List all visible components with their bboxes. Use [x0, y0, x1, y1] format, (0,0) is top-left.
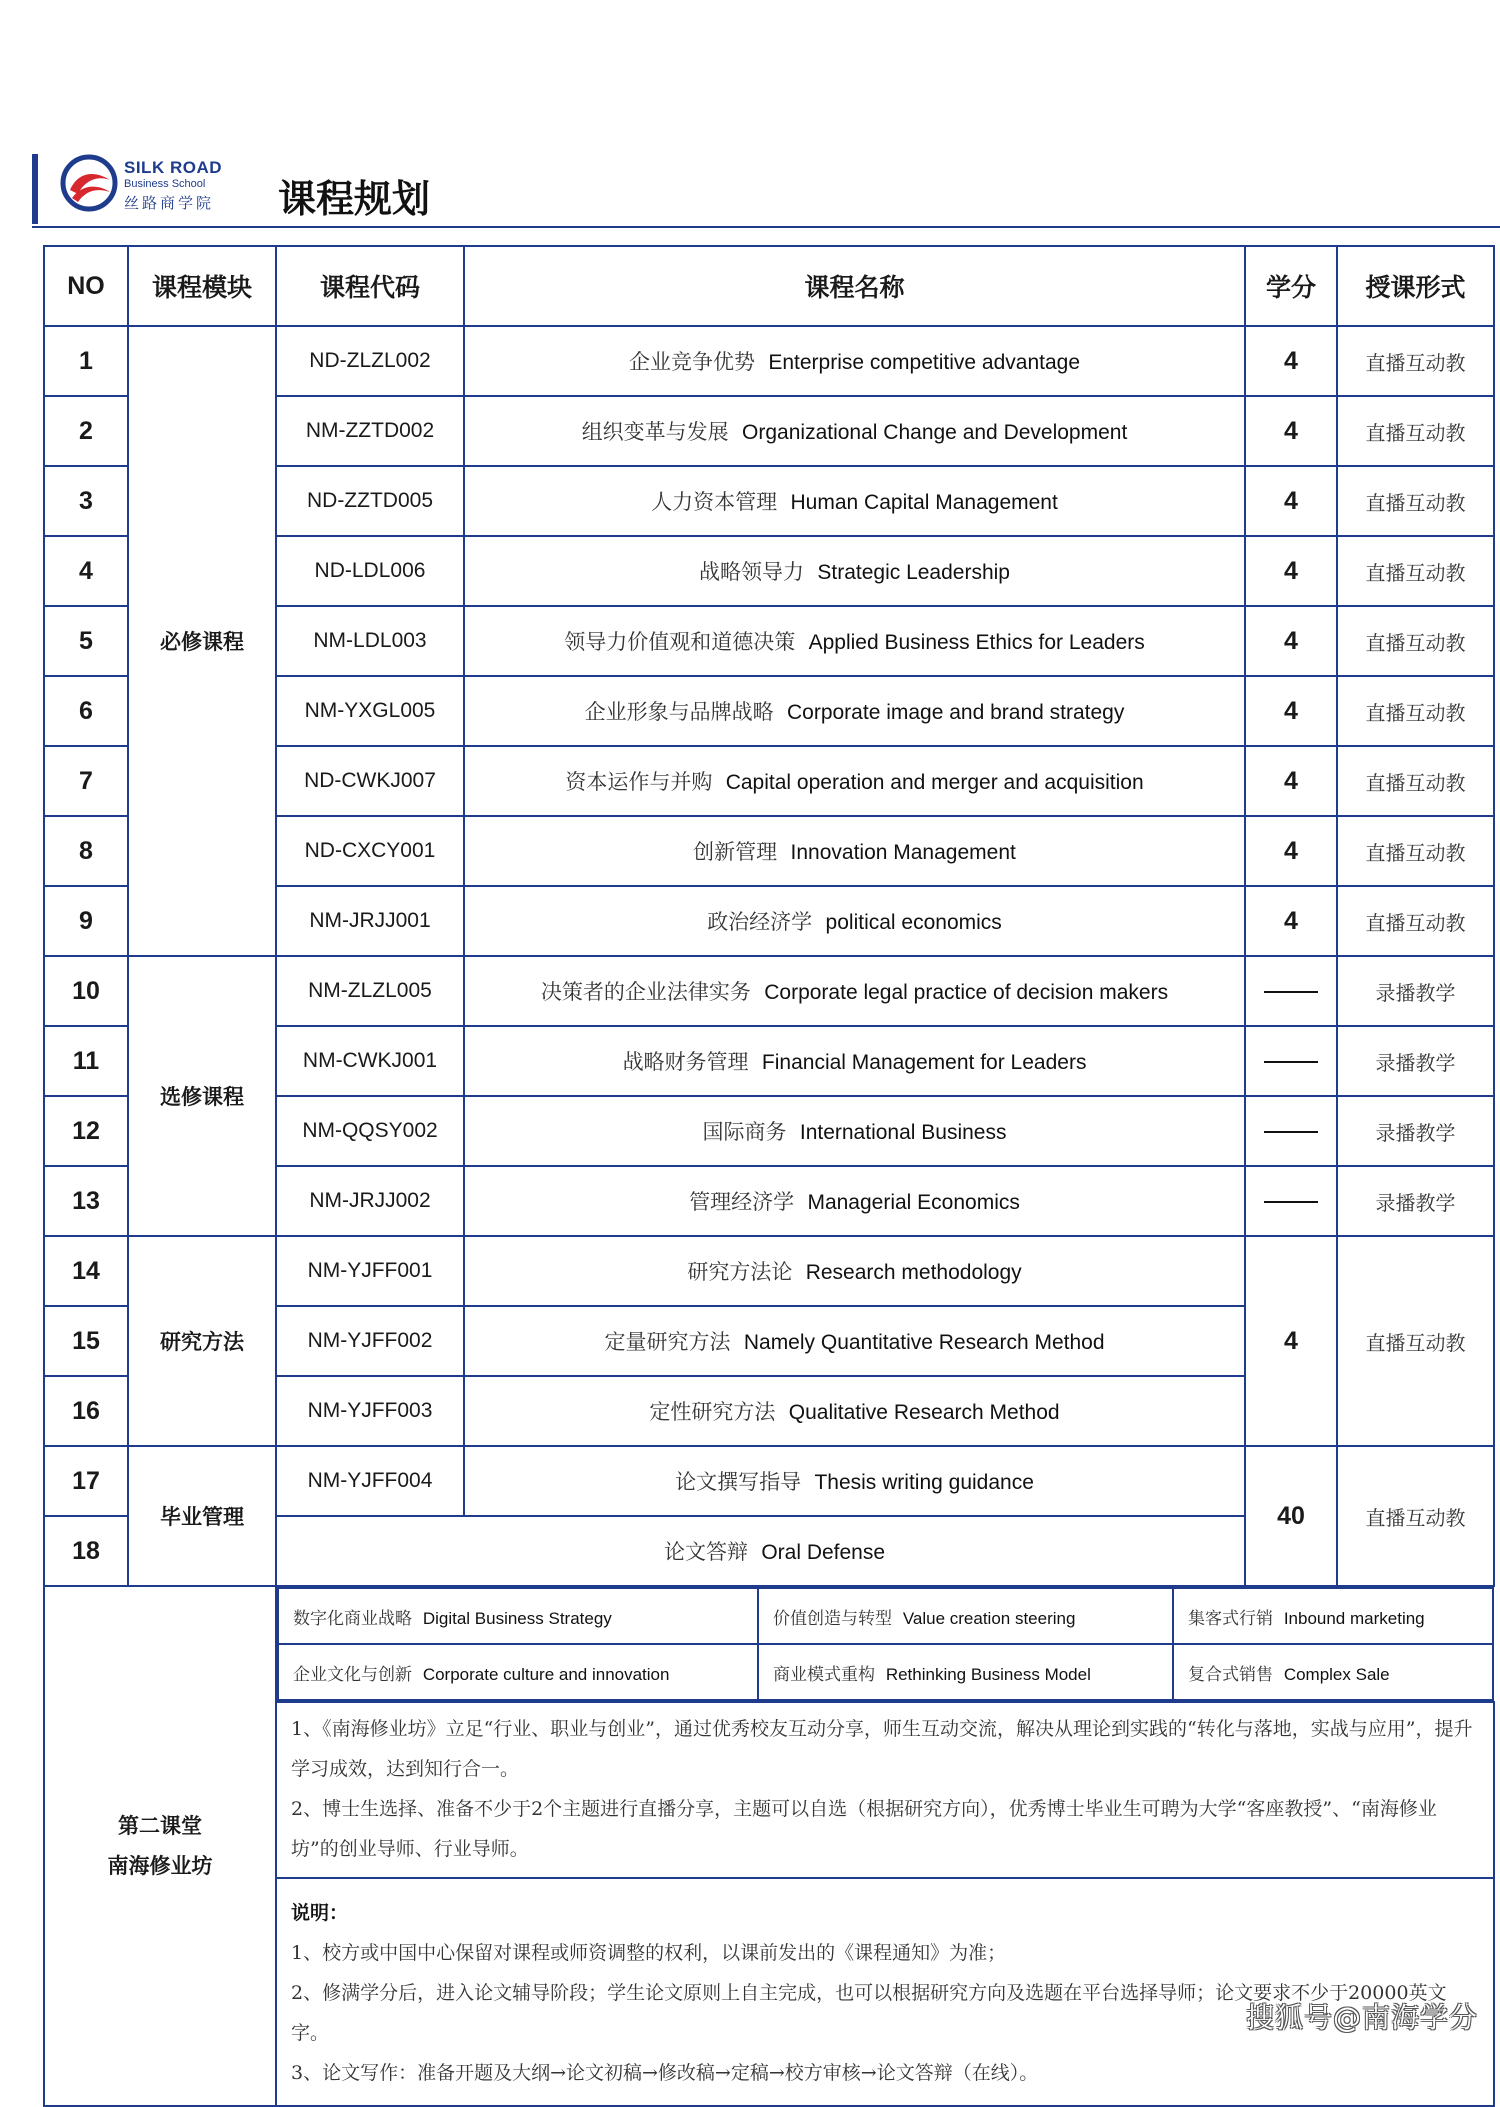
- course-credit: 4: [1245, 536, 1337, 606]
- page-header: [32, 150, 1500, 228]
- workshop-topic: 数字化商业战略 Digital Business Strategy: [278, 1588, 758, 1644]
- header-divider: [32, 226, 1500, 228]
- workshop-topics-row: [278, 1588, 1493, 1644]
- course-name: [464, 536, 1245, 606]
- workshop-topics-grid: [277, 1587, 1494, 1701]
- row-number: 15: [44, 1306, 128, 1376]
- course-code: NM-YXGL005: [276, 676, 464, 746]
- course-code: NM-QQSY002: [276, 1096, 464, 1166]
- course-format: 直播互动教: [1337, 606, 1494, 676]
- course-name-chinese: 战略领导力: [699, 560, 804, 584]
- workshop-paragraph-1: 1、《南海修业坊》立足“行业、职业与创业”，通过优秀校友互动分享，师生互动交流，解决从理论到实践的“转化与落地，实战与应用”，提升学习成效，达到知行合一。: [291, 1718, 1473, 1780]
- course-name: [464, 466, 1245, 536]
- course-name: [464, 1446, 1245, 1516]
- course-name-chinese: 定性研究方法: [649, 1400, 776, 1424]
- row-number: 10: [44, 956, 128, 1026]
- row-number: 5: [44, 606, 128, 676]
- note-item: 1、校方或中国中心保留对课程或师资调整的权利，以课前发出的《课程通知》为准；: [291, 1942, 1007, 1964]
- logo-name: SILK ROAD: [124, 158, 222, 177]
- course-code: NM-LDL003: [276, 606, 464, 676]
- course-name-english: Financial Management for Leaders: [761, 1051, 1087, 1074]
- course-format: 录播教学: [1337, 1096, 1494, 1166]
- row-number: 11: [44, 1026, 128, 1096]
- course-plan-table: [43, 245, 1495, 2107]
- course-name-english: Corporate image and brand strategy: [786, 701, 1125, 724]
- course-credit: 4: [1245, 396, 1337, 466]
- course-format: 直播互动教: [1337, 396, 1494, 466]
- course-code: NM-JRJJ002: [276, 1166, 464, 1236]
- workshop-paragraph-2: 2、博士生选择、准备不少于2个主题进行直播分享，主题可以自选（根据研究方向），优秀博士毕业生可聘为大学“客座教授”、“南海修业坊”的创业导师、行业导师。: [291, 1798, 1437, 1860]
- workshop-description: [276, 1702, 1494, 1878]
- course-format: 直播互动教: [1337, 466, 1494, 536]
- course-credit-none: [1245, 1096, 1337, 1166]
- course-name-english: Corporate legal practice of decision makers: [764, 981, 1169, 1004]
- row-number: 12: [44, 1096, 128, 1166]
- workshop-topics-row: [278, 1644, 1493, 1700]
- table-row: [44, 956, 1494, 1026]
- dash-mark: [1264, 991, 1318, 993]
- workshop-topic: 集客式行销 Inbound marketing: [1173, 1588, 1493, 1644]
- course-name-english: Innovation Management: [790, 841, 1016, 864]
- row-number: 3: [44, 466, 128, 536]
- course-credit-none: [1245, 956, 1337, 1026]
- module-required: 必修课程: [128, 326, 276, 956]
- school-logo: [60, 152, 260, 218]
- course-credit: 4: [1245, 326, 1337, 396]
- course-name-chinese: 人力资本管理: [651, 490, 778, 514]
- workshop-label: [44, 1586, 276, 2106]
- course-name-english: Human Capital Management: [790, 491, 1058, 514]
- course-code: ND-CWKJ007: [276, 746, 464, 816]
- course-name-chinese: 政治经济学: [707, 910, 813, 934]
- course-name-chinese: 定量研究方法: [604, 1330, 731, 1354]
- course-name-chinese: 企业竞争优势: [628, 350, 755, 374]
- course-name-english: Oral Defense: [761, 1541, 886, 1564]
- module-graduation: 毕业管理: [128, 1446, 276, 1586]
- course-name: [464, 816, 1245, 886]
- row-number: 8: [44, 816, 128, 886]
- column-header-credit: 学分: [1245, 246, 1337, 326]
- course-code: NM-JRJJ001: [276, 886, 464, 956]
- course-name-english: International Business: [799, 1121, 1007, 1144]
- course-format: 直播互动教: [1337, 676, 1494, 746]
- course-name-english: Thesis writing guidance: [814, 1471, 1034, 1494]
- course-code: NM-ZZTD002: [276, 396, 464, 466]
- course-name-english: Managerial Economics: [807, 1191, 1020, 1214]
- course-format: 直播互动教: [1337, 746, 1494, 816]
- course-name-chinese: 管理经济学: [689, 1190, 795, 1214]
- course-credit-none: [1245, 1026, 1337, 1096]
- row-number: 7: [44, 746, 128, 816]
- course-name: [464, 396, 1245, 466]
- table-row: [44, 1236, 1494, 1306]
- course-name-english: political economics: [825, 911, 1002, 934]
- course-code: ND-CXCY001: [276, 816, 464, 886]
- column-header-name: 课程名称: [464, 246, 1245, 326]
- row-number: 9: [44, 886, 128, 956]
- course-code: ND-ZLZL002: [276, 326, 464, 396]
- course-name-chinese: 论文撰写指导: [675, 1470, 802, 1494]
- column-header-format: 授课形式: [1337, 246, 1494, 326]
- dash-mark: [1264, 1061, 1318, 1063]
- notes-section: [276, 1878, 1494, 2106]
- course-credit: 4: [1245, 466, 1337, 536]
- workshop-topics-cell: [276, 1586, 1494, 1702]
- course-credit: 4: [1245, 746, 1337, 816]
- table-row: [44, 1446, 1494, 1516]
- course-name: [464, 1026, 1245, 1096]
- notes-heading: 说明：: [291, 1902, 349, 1924]
- dash-mark: [1264, 1201, 1318, 1203]
- course-name-chinese: 决策者的企业法律实务: [540, 980, 751, 1004]
- course-name-chinese: 研究方法论: [687, 1260, 793, 1284]
- logo-subtitle: Business School: [124, 178, 206, 190]
- silk-road-logo-icon: [60, 154, 118, 212]
- course-name: [464, 326, 1245, 396]
- course-code: NM-YJFF002: [276, 1306, 464, 1376]
- course-name: [464, 1306, 1245, 1376]
- table-header-row: [44, 246, 1494, 326]
- research-format: 直播互动教: [1337, 1236, 1494, 1446]
- course-credit: 4: [1245, 606, 1337, 676]
- course-name: [464, 956, 1245, 1026]
- course-format: 直播互动教: [1337, 326, 1494, 396]
- course-code: NM-YJFF003: [276, 1376, 464, 1446]
- course-name: [464, 606, 1245, 676]
- course-name: [464, 1376, 1245, 1446]
- workshop-topic: 复合式销售 Complex Sale: [1173, 1644, 1493, 1700]
- column-header-module: 课程模块: [128, 246, 276, 326]
- course-name-english: Enterprise competitive advantage: [768, 351, 1081, 374]
- course-credit-none: [1245, 1166, 1337, 1236]
- course-credit: 4: [1245, 816, 1337, 886]
- course-name-chinese: 论文答辩: [663, 1540, 748, 1564]
- course-name-english: Applied Business Ethics for Leaders: [808, 631, 1145, 654]
- course-name-english: Strategic Leadership: [817, 561, 1010, 584]
- course-name-english: Capital operation and merger and acquisition: [725, 771, 1144, 794]
- note-item: 3、论文写作：准备开题及大纲→论文初稿→修改稿→定稿→校方审核→论文答辩（在线）。: [291, 2062, 1039, 2084]
- column-header-code: 课程代码: [276, 246, 464, 326]
- course-code: NM-YJFF001: [276, 1236, 464, 1306]
- course-name-english: Research methodology: [805, 1261, 1022, 1284]
- course-name-chinese: 组织变革与发展: [581, 420, 729, 444]
- course-name-english: Organizational Change and Development: [742, 421, 1128, 444]
- workshop-row: [44, 1586, 1494, 1702]
- course-name: [464, 746, 1245, 816]
- course-name-chinese: 国际商务: [702, 1120, 787, 1144]
- course-name: [464, 1096, 1245, 1166]
- course-name-chinese: 企业形象与品牌战略: [584, 700, 774, 724]
- module-elective: 选修课程: [128, 956, 276, 1236]
- module-research: 研究方法: [128, 1236, 276, 1446]
- logo-chinese-name: 丝路商学院: [124, 194, 215, 212]
- research-credit: 4: [1245, 1236, 1337, 1446]
- course-name-english: Namely Quantitative Research Method: [743, 1331, 1105, 1354]
- course-name-chinese: 领导力价值观和道德决策: [564, 630, 796, 654]
- workshop-label-line1: 第二课堂: [118, 1814, 202, 1838]
- workshop-topic: 价值创造与转型 Value creation steering: [758, 1588, 1173, 1644]
- course-name-chinese: 资本运作与并购: [565, 770, 713, 794]
- course-format: 直播互动教: [1337, 886, 1494, 956]
- row-number: 6: [44, 676, 128, 746]
- workshop-topic: 企业文化与创新 Corporate culture and innovation: [278, 1644, 758, 1700]
- course-name: [464, 886, 1245, 956]
- course-name: [464, 676, 1245, 746]
- row-number: 18: [44, 1516, 128, 1586]
- header-accent-bar: [32, 154, 38, 224]
- course-code: ND-ZZTD005: [276, 466, 464, 536]
- course-code: NM-ZLZL005: [276, 956, 464, 1026]
- graduation-format: 直播互动教: [1337, 1446, 1494, 1586]
- row-number: 13: [44, 1166, 128, 1236]
- row-number: 2: [44, 396, 128, 466]
- watermark: 搜狐号@南海学分: [1245, 2001, 1478, 2034]
- course-credit: 4: [1245, 676, 1337, 746]
- row-number: 16: [44, 1376, 128, 1446]
- course-credit: 4: [1245, 886, 1337, 956]
- dash-mark: [1264, 1131, 1318, 1133]
- graduation-credit: 40: [1245, 1446, 1337, 1586]
- course-format: 直播互动教: [1337, 536, 1494, 606]
- table-row: [44, 326, 1494, 396]
- course-code: NM-CWKJ001: [276, 1026, 464, 1096]
- course-name: [464, 1236, 1245, 1306]
- workshop-label-line2: 南海修业坊: [107, 1854, 213, 1878]
- row-number: 17: [44, 1446, 128, 1516]
- workshop-topic: 商业模式重构 Rethinking Business Model: [758, 1644, 1173, 1700]
- course-name-chinese: 创新管理: [693, 840, 778, 864]
- course-name-english: Qualitative Research Method: [788, 1401, 1060, 1424]
- course-format: 直播互动教: [1337, 816, 1494, 886]
- course-name: [464, 1166, 1245, 1236]
- row-number: 1: [44, 326, 128, 396]
- course-code: NM-YJFF004: [276, 1446, 464, 1516]
- note-item: 2、修满学分后，进入论文辅导阶段；学生论文原则上自主完成，也可以根据研究方向及选题在平台选择导师；论文要求不少于20000英文字。: [291, 1982, 1447, 2044]
- column-header-no: NO: [44, 246, 128, 326]
- page-title: 课程规划: [278, 177, 431, 221]
- course-code: ND-LDL006: [276, 536, 464, 606]
- row-number: 4: [44, 536, 128, 606]
- course-name-chinese: 战略财务管理: [622, 1050, 749, 1074]
- course-format: 录播教学: [1337, 1166, 1494, 1236]
- oral-defense-cell: [276, 1516, 1245, 1586]
- row-number: 14: [44, 1236, 128, 1306]
- course-format: 录播教学: [1337, 1026, 1494, 1096]
- course-format: 录播教学: [1337, 956, 1494, 1026]
